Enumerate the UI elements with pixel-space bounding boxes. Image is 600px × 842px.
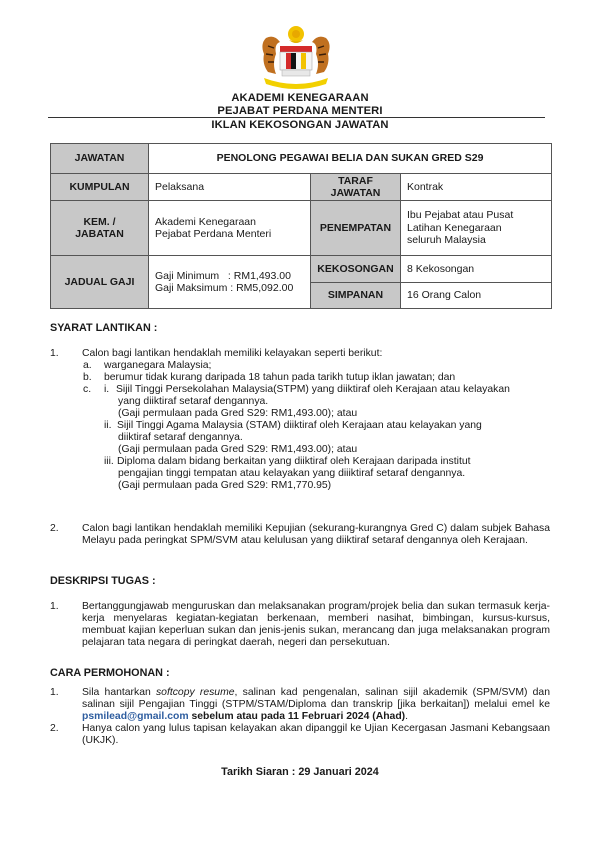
syarat-ciii-line2: pengajian tinggi tempatan atau kelayakan yang diiiktiraf setaraf dengannya. bbox=[118, 468, 466, 479]
syarat-cii-line1: Sijil Tinggi Agama Malaysia (STAM) diiktiraf oleh Kerajaan atau kelayakan yang bbox=[117, 420, 482, 431]
syarat-ciii-line3: (Gaji permulaan pada Gred S29: RM1,770.95) bbox=[118, 480, 332, 491]
penempatan-value-line2: Latihan Kenegaraan bbox=[407, 221, 502, 234]
cara-permohonan-heading: CARA PERMOHONAN : bbox=[50, 667, 170, 679]
jadual-gaji-label: JADUAL GAJI bbox=[51, 256, 149, 309]
header-divider bbox=[48, 117, 545, 118]
syarat-b-label: b. bbox=[83, 372, 92, 383]
deskripsi-item1-text: Bertanggungjawab menguruskan dan melaksanakan program/projek belia dan sukan termasuk kerja-kerja menyelaras kegiatan-kegiatan berkenaan, memberi nasihat, bimbingan, kursus-kursus, membuat kajian keperluan sukan dan jenis-jenis sukan, merancang dan juga melaksanakan program pelajaran tata negara di peringkat daerah, negeri dan persekutuan. bbox=[82, 601, 550, 648]
kekosongan-label: KEKOSONGAN bbox=[311, 256, 401, 283]
cara-item1-pre: Sila hantarkan bbox=[82, 687, 156, 698]
kem-jabatan-value bbox=[149, 201, 311, 256]
gaji-minimum: Gaji Minimum : RM1,493.00 bbox=[155, 269, 291, 282]
row-kem-jabatan bbox=[51, 201, 552, 256]
syarat-a-text: warganegara Malaysia; bbox=[104, 360, 212, 371]
syarat-b-text: berumur tidak kurang daripada 18 tahun pada tarikh tutup iklan jawatan; dan bbox=[104, 372, 456, 383]
row-kumpulan bbox=[51, 174, 552, 201]
syarat-item1-number: 1. bbox=[50, 348, 59, 359]
syarat-lantikan-heading: SYARAT LANTIKAN : bbox=[50, 322, 158, 334]
penempatan-value-line1: Ibu Pejabat atau Pusat bbox=[407, 209, 514, 222]
cara-item1-mid: , salinan kad pengenalan, salinan sijil akademik (SPM/SVM) dan salinan sijil Pengajian Tinggi (STPM/STAM/Diploma dan transkrip [jika berkaitan]) melalui emel ke bbox=[82, 687, 550, 710]
cara-item1-softcopy: softcopy resume bbox=[155, 687, 235, 698]
syarat-ci-line2: yang diiktiraf setaraf dengannya. bbox=[118, 396, 269, 407]
syarat-item1-text: Calon bagi lantikan hendaklah memiliki kelayakan seperti berikut: bbox=[82, 348, 383, 359]
taraf-jawatan-value: Kontrak bbox=[401, 174, 552, 201]
taraf-label-line2: JAWATAN bbox=[330, 187, 381, 199]
syarat-ciii-label: iii. bbox=[104, 456, 114, 467]
jawatan-value: PENOLONG PEGAWAI BELIA DAN SUKAN GRED S29 bbox=[149, 144, 552, 174]
kem-label-line2: JABATAN bbox=[75, 228, 124, 240]
cara-item2-number: 2. bbox=[50, 723, 59, 734]
kem-jabatan-label bbox=[51, 201, 149, 256]
header-department: PEJABAT PERDANA MENTERI bbox=[217, 105, 383, 117]
cara-item1-deadline: sebelum atau pada 11 Februari 2024 (Ahad) bbox=[188, 711, 406, 722]
simpanan-label: SIMPANAN bbox=[311, 283, 401, 309]
deskripsi-tugas-heading: DESKRIPSI TUGAS : bbox=[50, 575, 156, 587]
cara-item1-number: 1. bbox=[50, 687, 59, 698]
jawatan-label: JAWATAN bbox=[51, 144, 149, 174]
syarat-ci-line1: Sijil Tinggi Persekolahan Malaysia(STPM) yang diiktiraf oleh Kerajaan atau kelayakan bbox=[116, 384, 510, 395]
syarat-cii-line3: (Gaji permulaan pada Gred S29: RM1,493.00); atau bbox=[118, 444, 358, 455]
kumpulan-label: KUMPULAN bbox=[51, 174, 149, 201]
header-title: IKLAN KEKOSONGAN JAWATAN bbox=[211, 119, 389, 131]
kem-value-line2: Pejabat Perdana Menteri bbox=[155, 228, 272, 240]
penempatan-label: PENEMPATAN bbox=[311, 201, 401, 256]
kem-label-line1: KEM. / bbox=[83, 215, 116, 228]
syarat-ci-line3: (Gaji permulaan pada Gred S29: RM1,493.00); atau bbox=[118, 408, 358, 419]
taraf-label-line1: TARAF bbox=[338, 174, 373, 187]
row-jawatan bbox=[51, 144, 552, 174]
syarat-cii-label: ii. bbox=[104, 420, 112, 431]
kekosongan-value: 8 Kekosongan bbox=[401, 256, 552, 283]
syarat-a-label: a. bbox=[83, 360, 92, 371]
syarat-ci-label: i. bbox=[104, 384, 110, 395]
taraf-jawatan-label bbox=[311, 174, 401, 201]
penempatan-value bbox=[401, 201, 552, 256]
kumpulan-value: Pelaksana bbox=[149, 174, 311, 201]
syarat-item2-text: Calon bagi lantikan hendaklah memiliki Kepujian (sekurang-kurangnya Gred C) dalam subjek Bahasa Melayu pada peringkat SPM/SVM atau kelulusan yang diiktiraf setaraf dengannya oleh Kerajaan. bbox=[82, 523, 550, 546]
malaysia-coat-of-arms-icon bbox=[258, 24, 334, 90]
jadual-gaji-value bbox=[149, 256, 311, 309]
cara-item1-end: . bbox=[405, 711, 409, 722]
syarat-ciii-line1: Diploma dalam bidang berkaitan yang diiktiraf oleh Kerajaan daripada institut bbox=[117, 456, 471, 467]
syarat-c-label: c. bbox=[83, 384, 92, 395]
penempatan-value-line3: seluruh Malaysia bbox=[407, 234, 486, 247]
kem-value-line1: Akademi Kenegaraan bbox=[155, 215, 256, 228]
cara-item1-text bbox=[82, 687, 550, 723]
syarat-cii-line2: diiktiraf setaraf dengannya. bbox=[118, 432, 243, 443]
row-jadual-gaji bbox=[51, 256, 552, 283]
email-link[interactable]: psmilead@gmail.com bbox=[82, 711, 189, 722]
header-organization: AKADEMI KENEGARAAN bbox=[231, 92, 369, 104]
syarat-item2-number: 2. bbox=[50, 523, 59, 534]
job-info-table bbox=[50, 143, 552, 309]
simpanan-value: 16 Orang Calon bbox=[401, 283, 552, 309]
deskripsi-item1-number: 1. bbox=[50, 601, 59, 612]
cara-item2-text: Hanya calon yang lulus tapisan kelayakan akan dipanggil ke Ujian Kecergasan Jasmani Kebangsaan (UKJK). bbox=[82, 723, 550, 746]
tarikh-siaran: Tarikh Siaran : 29 Januari 2024 bbox=[221, 766, 379, 778]
gaji-maksimum: Gaji Maksimum : RM5,092.00 bbox=[155, 282, 294, 294]
